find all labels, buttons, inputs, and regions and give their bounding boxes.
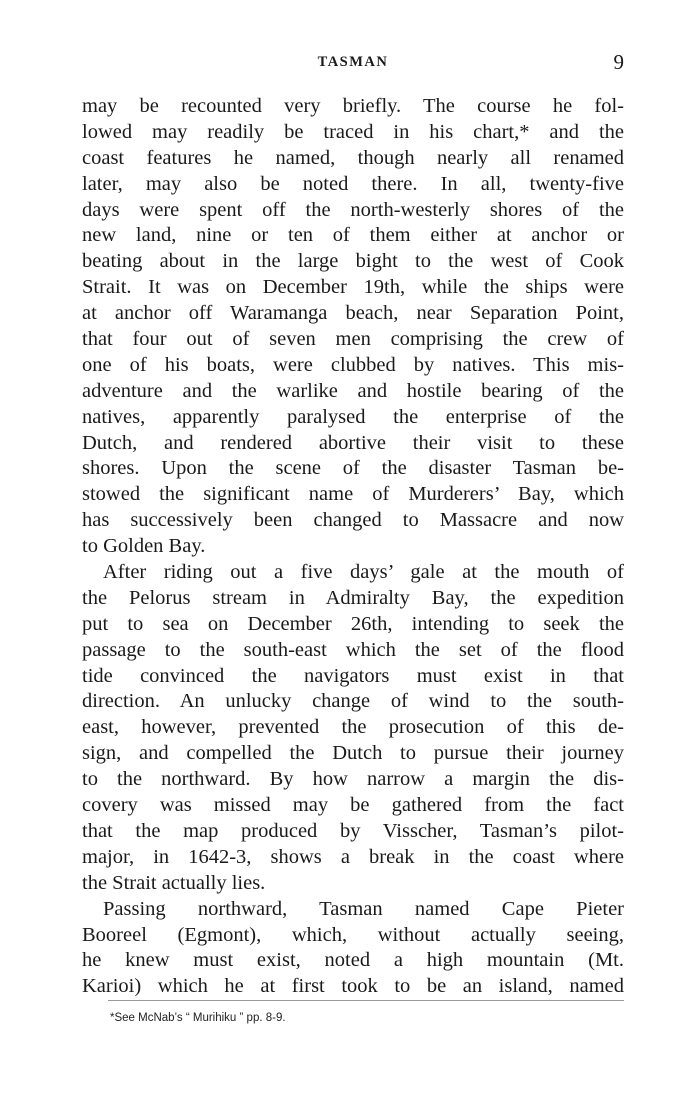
footnote: *See McNab’s “ Murihiku ” pp. 8-9. (110, 1012, 286, 1024)
text-line: may be recounted very briefly. The course he fol- (82, 95, 624, 117)
page-number: 9 (613, 50, 624, 74)
text-line: he knew must exist, noted a high mountain (Mt. (82, 949, 624, 972)
text-line: stowed the significant name of Murderers’ Bay, which (82, 483, 624, 506)
text-line: direction. An unlucky change of wind to the south- (82, 690, 624, 713)
text-line: After riding out a five days’ gale at the mouth of (103, 561, 624, 584)
text-line: shores. Upon the scene of the disaster Tasman be- (82, 457, 624, 480)
text-line: one of his boats, were clubbed by natives. This mis- (82, 353, 624, 376)
text-line: Passing northward, Tasman named Cape Pieter (103, 897, 624, 920)
text-line: adventure and the warlike and hostile bearing of the (82, 379, 624, 402)
text-line: lowed may readily be traced in his chart,* and the (82, 120, 624, 143)
text-line: at anchor off Waramanga beach, near Separation Point, (82, 302, 624, 325)
text-line: Karioi) which he at first took to be an island, named (82, 975, 624, 998)
text-line: passage to the south-east which the set of the flood (82, 638, 624, 661)
text-line: coast features he named, though nearly all renamed (82, 146, 624, 169)
text-line: tide convinced the navigators must exist in that (82, 664, 624, 687)
text-line: the Pelorus stream in Admiralty Bay, the expedition (82, 586, 624, 609)
text-line: that four out of seven men comprising the crew of (82, 328, 624, 351)
text-line: to the northward. By how narrow a margin the dis- (82, 768, 624, 791)
text-line: Strait. It was on December 19th, while the ships were (82, 276, 624, 299)
text-line: days were spent off the north-westerly shores of the (82, 198, 624, 221)
footnote-rule (108, 1000, 624, 1001)
text-line: new land, nine or ten of them either at anchor or (82, 224, 624, 247)
body-text (82, 94, 624, 1000)
text-line: the Strait actually lies. (82, 871, 266, 894)
text-line: major, in 1642-3, shows a break in the coast where (82, 845, 624, 868)
text-line: has successively been changed to Massacre and now (82, 509, 624, 532)
page-header (82, 50, 624, 74)
running-head: TASMAN (317, 54, 389, 70)
text-line: covery was missed may be gathered from the fact (82, 794, 624, 817)
text-line: Dutch, and rendered abortive their visit to these (82, 431, 624, 454)
text-line: sign, and compelled the Dutch to pursue their journey (82, 742, 624, 765)
text-line: later, may also be noted there. In all, twenty-five (82, 172, 624, 195)
text-line: to Golden Bay. (82, 535, 206, 558)
text-line: that the map produced by Visscher, Tasman’s pilot- (82, 819, 624, 842)
text-line: east, however, prevented the prosecution of this de- (82, 716, 624, 739)
text-line: beating about in the large bight to the west of Cook (82, 250, 624, 273)
text-line: natives, apparently paralysed the enterprise of the (82, 405, 624, 428)
text-line: put to sea on December 26th, intending to seek the (82, 612, 624, 635)
text-line: Booreel (Egmont), which, without actually seeing, (82, 923, 624, 946)
